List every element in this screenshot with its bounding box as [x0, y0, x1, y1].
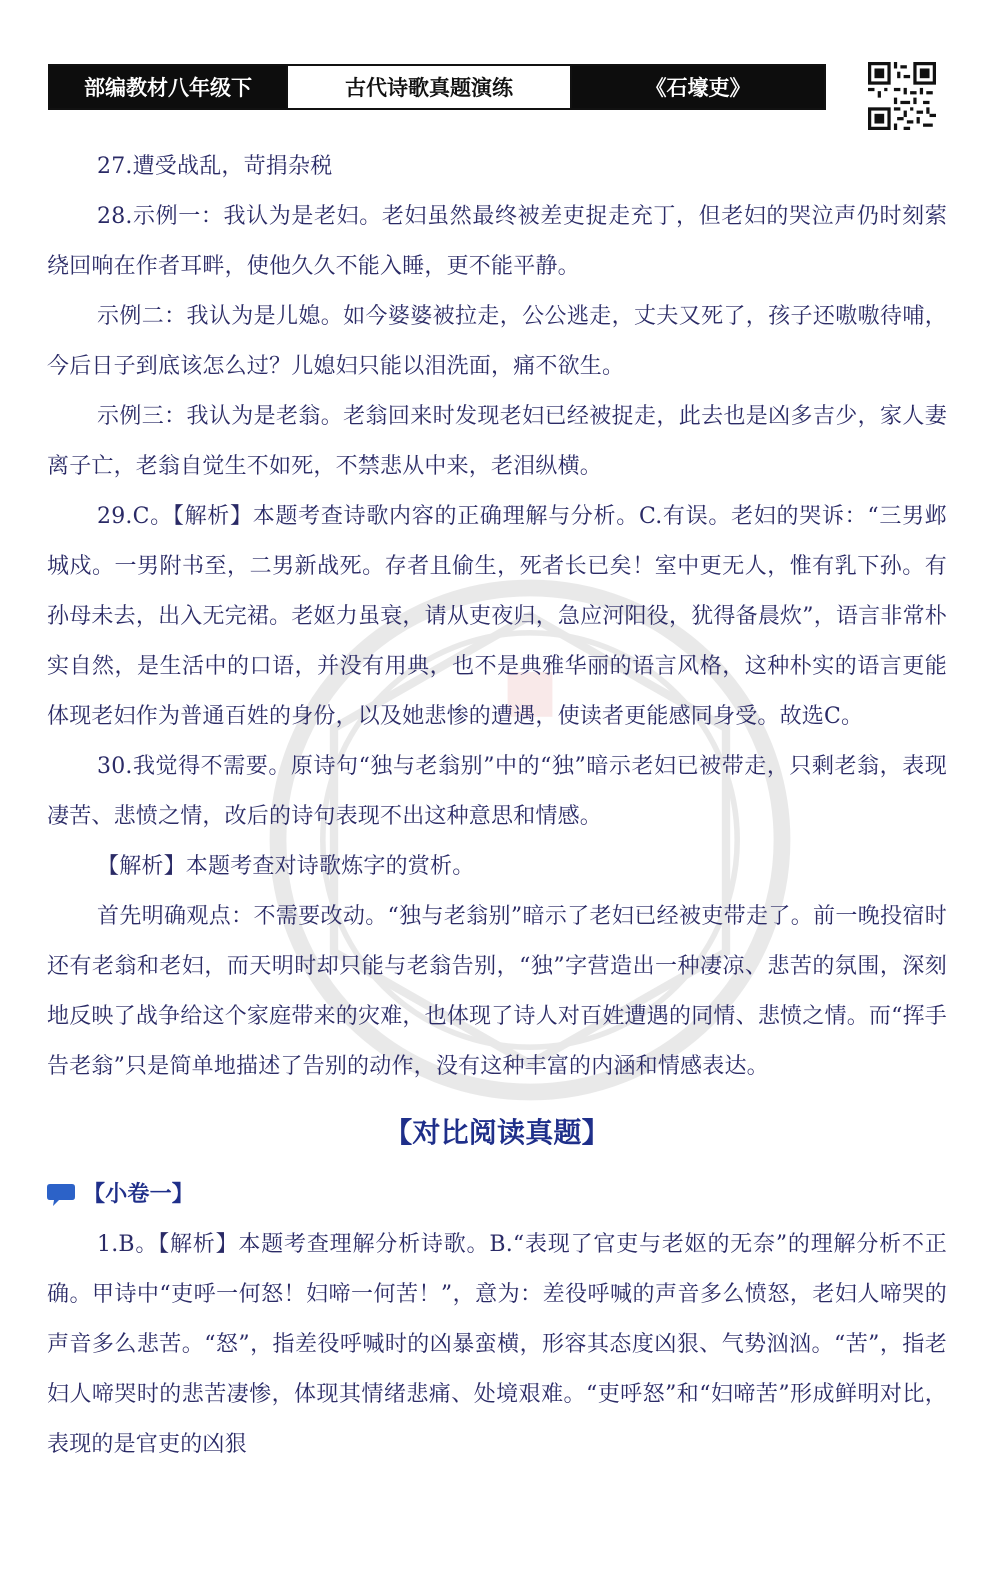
header-poem-title: 《石壕吏》 [572, 66, 824, 108]
answer-28-example-3: 示例三：我认为是老翁。老翁回来时发现老妇已经被捉走，此去也是凶多吉少，家人妻离子亡，老翁自觉生不如死，不禁悲从中来，老泪纵横。 [47, 404, 947, 479]
subsection-label: 【小卷一】 [83, 1182, 195, 1207]
answer-30: 30.我觉得不需要。原诗句“独与老翁别”中的“独”暗示老妇已被带走，只剩老翁，表现凄苦、悲愤之情，改后的诗句表现不出这种意思和情感。 [47, 754, 947, 829]
answer-28-example-2: 示例二：我认为是儿媳。如今婆婆被拉走，公公逃走，丈夫又死了，孩子还嗷嗷待哺，今后日子到底该怎么过？儿媳妇只能以泪洗面，痛不欲生。 [47, 304, 947, 379]
answer-28-example-1: 28.示例一：我认为是老妇。老妇虽然最终被差吏捉走充丁，但老妇的哭泣声仍时刻萦绕回响在作者耳畔，使他久久不能入睡，更不能平静。 [47, 204, 947, 279]
header-topic-label: 古代诗歌真题演练 [286, 66, 572, 108]
answer-29: 29.C。【解析】本题考查诗歌内容的正确理解与分析。C.有误。老妇的哭诉：“三男邺城戍。一男附书至，二男新战死。存者且偷生，死者长已矣！室中更无人，惟有乳下孙。有孙母未去，出入无完裙。老妪力虽衰，请从吏夜归，急应河阳役，犹得备晨炊”，语言非常朴实自然，是生活中的口语，并没有用典，也不是典雅华丽的语言风格，这种朴实的语言更能体现老妇作为普通百姓的身份，以及她悲惨的遭遇，使读者更能感同身受。故选C。 [47, 504, 947, 729]
question-1-answer: 1.B。【解析】本题考查理解分析诗歌。B.“表现了官吏与老妪的无奈”的理解分析不正确。甲诗中“吏呼一何怒！妇啼一何苦！”，意为：差役呼喊的声音多么愤怒，老妇人啼哭的声音多么悲苦。“怒”，指差役呼喊时的凶暴蛮横，形容其态度凶狠、气势汹汹。“苦”，指老妇人啼哭时的悲苦凄惨，体现其情绪悲痛、处境艰难。“吏呼怒”和“妇啼苦”形成鲜明对比，表现的是官吏的凶狠 [47, 1232, 947, 1457]
answer-30-analysis: 首先明确观点：不需要改动。“独与老翁别”暗示了老妇已经被吏带走了。前一晚投宿时还有老翁和老妇，而天明时却只能与老翁告别，“独”字营造出一种凄凉、悲苦的氛围，深刻地反映了战争给这个家庭带来的灾难，也体现了诗人对百姓遭遇的同情、悲愤之情。而“挥手告老翁”只是简单地描述了告别的动作，没有这种丰富的内涵和情感表达。 [47, 904, 947, 1079]
subsection-heading [47, 1170, 947, 1220]
section-title: 【对比阅读真题】 [384, 1116, 610, 1149]
header-grade-label: 部编教材八年级下 [50, 66, 286, 108]
answer-content [47, 142, 947, 1470]
page-header [48, 64, 826, 110]
answer-27: 27.遭受战乱，苛捐杂税 [97, 154, 333, 179]
answer-30-analysis-label: 【解析】本题考查对诗歌炼字的赏析。 [97, 854, 475, 879]
speech-bubble-icon [47, 1182, 77, 1208]
qr-code-icon [868, 62, 936, 130]
